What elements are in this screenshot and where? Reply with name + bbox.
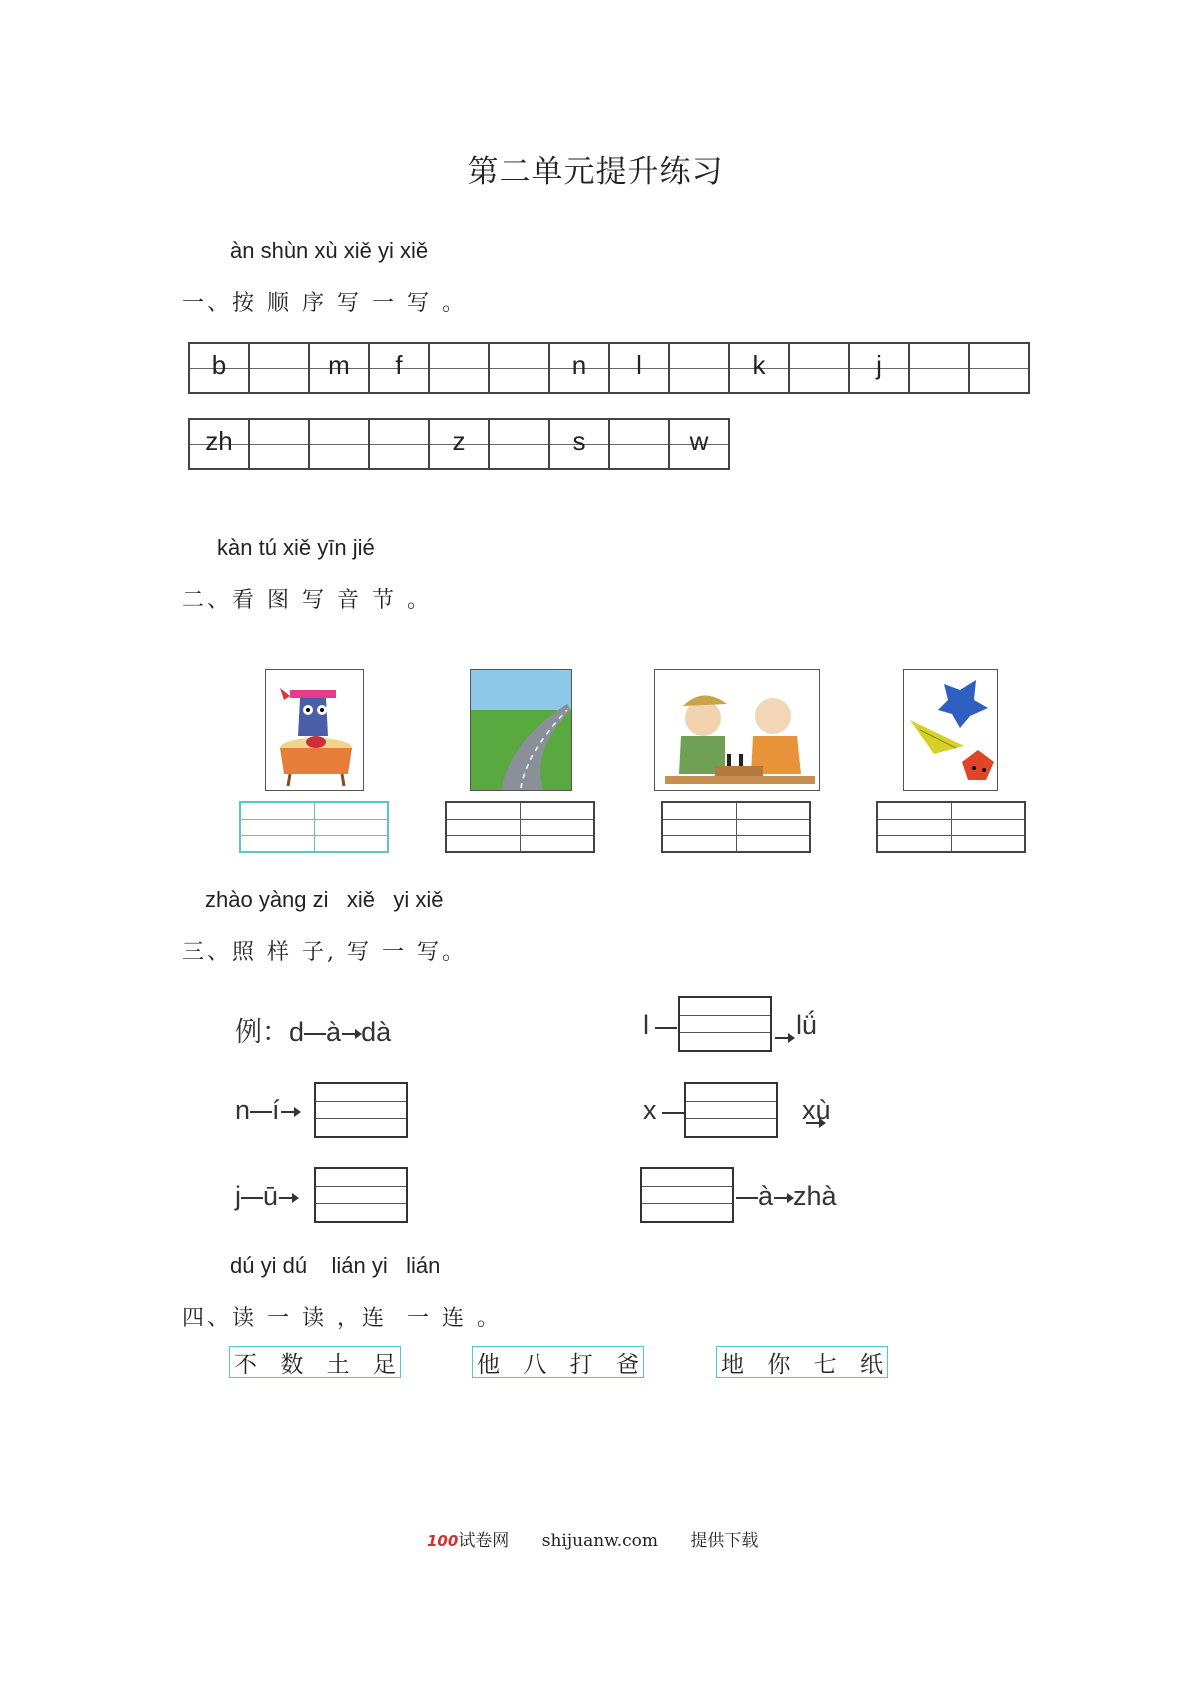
section3-pinyin: zhào yàng zi xiě yi xiě	[205, 887, 444, 912]
letter-grid-row2	[188, 418, 730, 470]
character[interactable]: 纸	[859, 1351, 883, 1378]
pinyin-write-box[interactable]	[239, 801, 389, 853]
character-group-3	[716, 1346, 888, 1378]
drum-player-icon	[265, 669, 364, 791]
grid-cell[interactable]	[249, 419, 309, 469]
grid-cell[interactable]: l	[609, 343, 669, 393]
grid-cell[interactable]	[369, 419, 429, 469]
character[interactable]: 打	[569, 1351, 593, 1378]
exercise-j-line: j ū	[235, 1181, 298, 1212]
section1-pinyin: àn shùn xù xiě yi xiě	[230, 238, 429, 263]
section2-pinyin: kàn tú xiě yīn jié	[217, 535, 375, 560]
exercise-zha-line: à zhà	[736, 1181, 837, 1212]
site-domain[interactable]: shijuanw.com	[541, 1531, 658, 1551]
grid-cell[interactable]: b	[189, 343, 249, 393]
section1-heading: 一、按 顺 序 写 一 写 。	[182, 291, 467, 316]
character-group-2	[472, 1346, 644, 1378]
grid-cell[interactable]: n	[549, 343, 609, 393]
exercise-x-initial: x	[643, 1095, 657, 1125]
answer-box[interactable]	[684, 1082, 778, 1138]
grid-cell[interactable]: z	[429, 419, 489, 469]
character[interactable]: 他	[477, 1351, 500, 1378]
grid-cell[interactable]	[969, 343, 1029, 393]
grid-cell[interactable]	[489, 343, 549, 393]
grid-cell[interactable]: zh	[189, 419, 249, 469]
character[interactable]: 八	[523, 1351, 547, 1378]
answer-box[interactable]	[678, 996, 772, 1052]
grid-cell[interactable]: k	[729, 343, 789, 393]
grid-cell[interactable]	[669, 343, 729, 393]
section2-heading: 二、看 图 写 音 节 。	[182, 588, 432, 613]
site-logo: 100	[427, 1532, 459, 1550]
footer	[427, 1526, 758, 1551]
pinyin-write-box[interactable]	[445, 801, 595, 853]
grid-cell[interactable]	[909, 343, 969, 393]
grid-cell[interactable]	[789, 343, 849, 393]
page-title: 第二单元提升练习	[467, 154, 724, 190]
road-icon	[470, 669, 572, 791]
character[interactable]: 七	[813, 1351, 837, 1378]
section3-heading: 三、照 样 子, 写 一 写。	[182, 940, 467, 965]
letter-grid-row1	[188, 342, 1030, 394]
exercise-x-result: xù	[802, 1095, 831, 1125]
chess-players-icon	[654, 669, 820, 791]
example-line: 例：d à dà	[235, 1017, 392, 1048]
grid-cell[interactable]: s	[549, 419, 609, 469]
exercise-l-result: lǘ	[796, 1010, 818, 1040]
exercise-n-line: n í	[235, 1095, 300, 1126]
grid-cell[interactable]	[249, 343, 309, 393]
character[interactable]: 爸	[615, 1351, 639, 1378]
pinyin-write-box[interactable]	[661, 801, 811, 853]
grid-cell[interactable]	[489, 419, 549, 469]
pinyin-write-box[interactable]	[876, 801, 1026, 853]
answer-box[interactable]	[314, 1167, 408, 1223]
origami-icon	[903, 669, 998, 791]
section4-heading: 四、读 一 读 ，连 一 连 。	[182, 1306, 502, 1331]
character[interactable]: 土	[326, 1351, 350, 1378]
character[interactable]: 不	[234, 1351, 257, 1378]
character[interactable]: 足	[372, 1351, 396, 1378]
grid-cell[interactable]: j	[849, 343, 909, 393]
character-group-1	[229, 1346, 401, 1378]
character[interactable]: 你	[767, 1351, 791, 1378]
answer-box[interactable]	[640, 1167, 734, 1223]
grid-cell[interactable]	[309, 419, 369, 469]
exercise-l-initial: l	[643, 1010, 649, 1040]
answer-box[interactable]	[314, 1082, 408, 1138]
section4-pinyin: dú yi dú lián yi lián	[230, 1253, 441, 1278]
grid-cell[interactable]: m	[309, 343, 369, 393]
site-name: 试卷网	[458, 1531, 510, 1551]
grid-cell[interactable]: w	[669, 419, 729, 469]
character[interactable]: 数	[280, 1351, 304, 1378]
grid-cell[interactable]: f	[369, 343, 429, 393]
footer-note: 提供下载	[690, 1531, 759, 1551]
character[interactable]: 地	[721, 1351, 744, 1378]
grid-cell[interactable]	[429, 343, 489, 393]
grid-cell[interactable]	[609, 419, 669, 469]
